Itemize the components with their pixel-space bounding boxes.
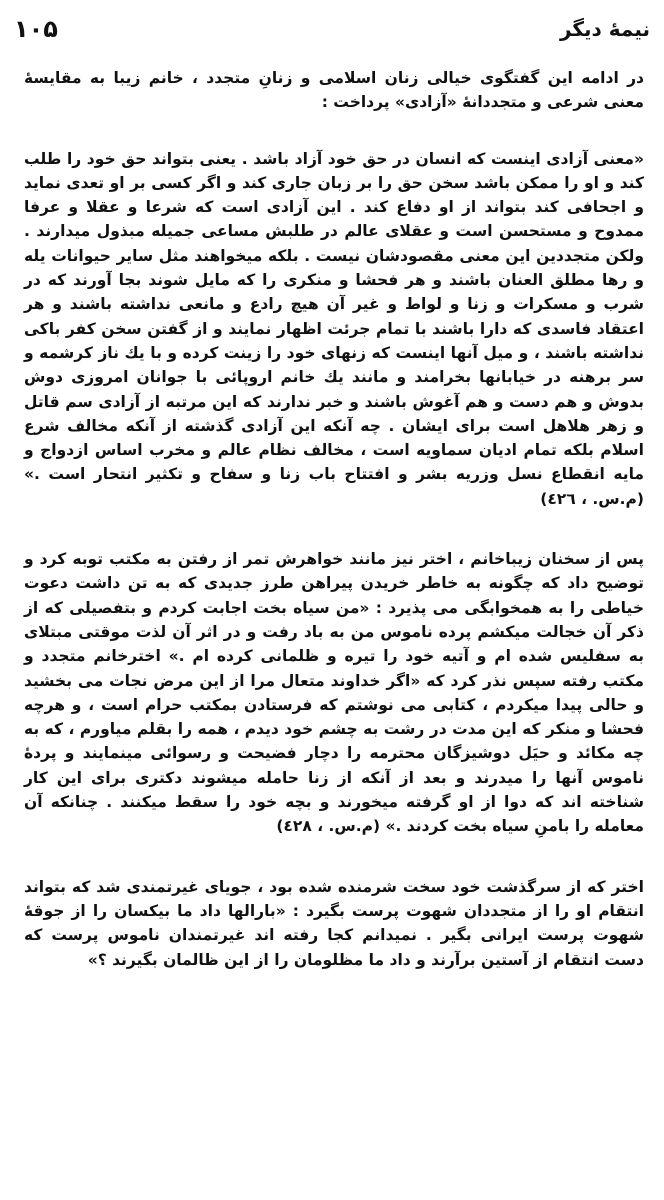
paragraph-quote-freedom: «معنی آزادی اینست که انسان در حق خود آزاد باشد . یعنی بتواند حق خود را طلب کند و او را ممکن باشد سخن حق را بر زبان جاری کند و اگر کسی بر او تعدی نماید و اجحافی کند بتواند از او دفاع کند . این آزادی است که شرعا و عقلا و عرفا ممدوح و مستحسن است و عقلای عالم در طلبش مساعی جمیله مبذول میدارند . ولکن متجددین این معنی مقصودشان نیست . بلکه میخواهند مثل سایر حیوانات یله و رها مطلق العنان باشند و هر فحشا و منکری را که مایل شوند بجا آورند که در شرب و مسکرات و زنا و لواط و غیر آن هیچ رادع و مانعی نداشته باشند و هر اعتقاد فاسدی که دارا باشند با تمام جرئت اظهار نمایند و از گفتن سخن کفر باکی نداشته باشند ، و میل آنها اینست که زنهای خود را زینت کرده و با یك ناز کرشمه و سر برهنه در خیابانها بخرامند و مانند یك خانم اروپائی با جوانان امروزی دوش بدوش و هم دست و هم آغوش باشند و خبر ندارند که این مرتبه از آزادی سم قاتل و زهر هلاهل است برای ایشان . چه آنکه این آزادی گذشته از آنکه مخالف شرع اسلام بلکه تمام ادیان سماویه است ، مخالف نظام عالم و مخرب اساس ازدواج و مایه انقطاع نسل وزریه بشر و افتتاح باب زنا و سفاح و تکثیر انتحار است .» (م.س. ، ٤٢٦) [24,149,644,508]
paragraph-akhtar-story: پس از سخنان زیباخانم ، اختر نیز مانند خواهرش تمر از رفتن به مکتب توبه کرد و توضیح داد که چگونه به خاطر خریدن پیراهن طرز جدیدی که به تن داشت دعوت خیاطی را به همخوابگی می پذیرد : «من سیاه بخت اجابت کردم و بتفصیلی که از ذکر آن خجالت میکشم پرده ناموس من به باد رفت و در اثر آن لذت موقتی مبتلای به سفلیس شده ام و آتیه خود را تیره و ظلمانی کرده ام .» اخترخانم متجدد و مکتب رفته سپس نذر کرد که «اگر خداوند متعال مرا از این مرض نجات می بخشید و حالی پیدا میکردم ، کتابی می نوشتم که فرستادن بمکتب حرام است ، و هرچه فحشا و منکر که این مدت در رشت به چشم خود دیدم ، همه را بقلم میاورم ، که به چه مکائد و حیَل دوشیزگان محترمه را دچار فضیحت و رسوائی مینمایند و پردهٔ ناموس آنها را میدرند و بعد از آنکه از زنا حامله میشوند دکتری برای این کار شناخته اند که دوا از او گرفته میخورند و بچه خود را سقط میکنند . چنانکه آن معامله را بامنِ سیاه بخت کردند .» (م.س. ، ٤٢٨) [24,550,644,836]
body-text [24,66,644,972]
paragraph-intro: در ادامه این گفتگوی خیالی زنان اسلامی و زنانِ متجدد ، خانم زیبا به مقایسهٔ معنی شرعی و متجددانهٔ «آزادی» پرداخت : [24,69,644,112]
running-title: نیمهٔ دیگر [559,17,650,41]
paragraph-akhtar-plea: اختر که از سرگذشت خود سخت شرمنده شده بود ، جویای غیرتمندی شد که بتواند انتقام او را از متجددان شهوت پرست بگیرد : «بارالها داد ما بیکسان را از جوقهٔ شهوت پرست ایرانی بگیر . نمیدانم کجا رفته اند غیرتمندان ناموس پرست که دست انتقام از آستین برآرند و داد ما مظلومان را از این ظالمان بگیرند ؟» [24,877,644,969]
page-number: ۱۰۵ [14,15,58,43]
page-header [14,12,650,46]
